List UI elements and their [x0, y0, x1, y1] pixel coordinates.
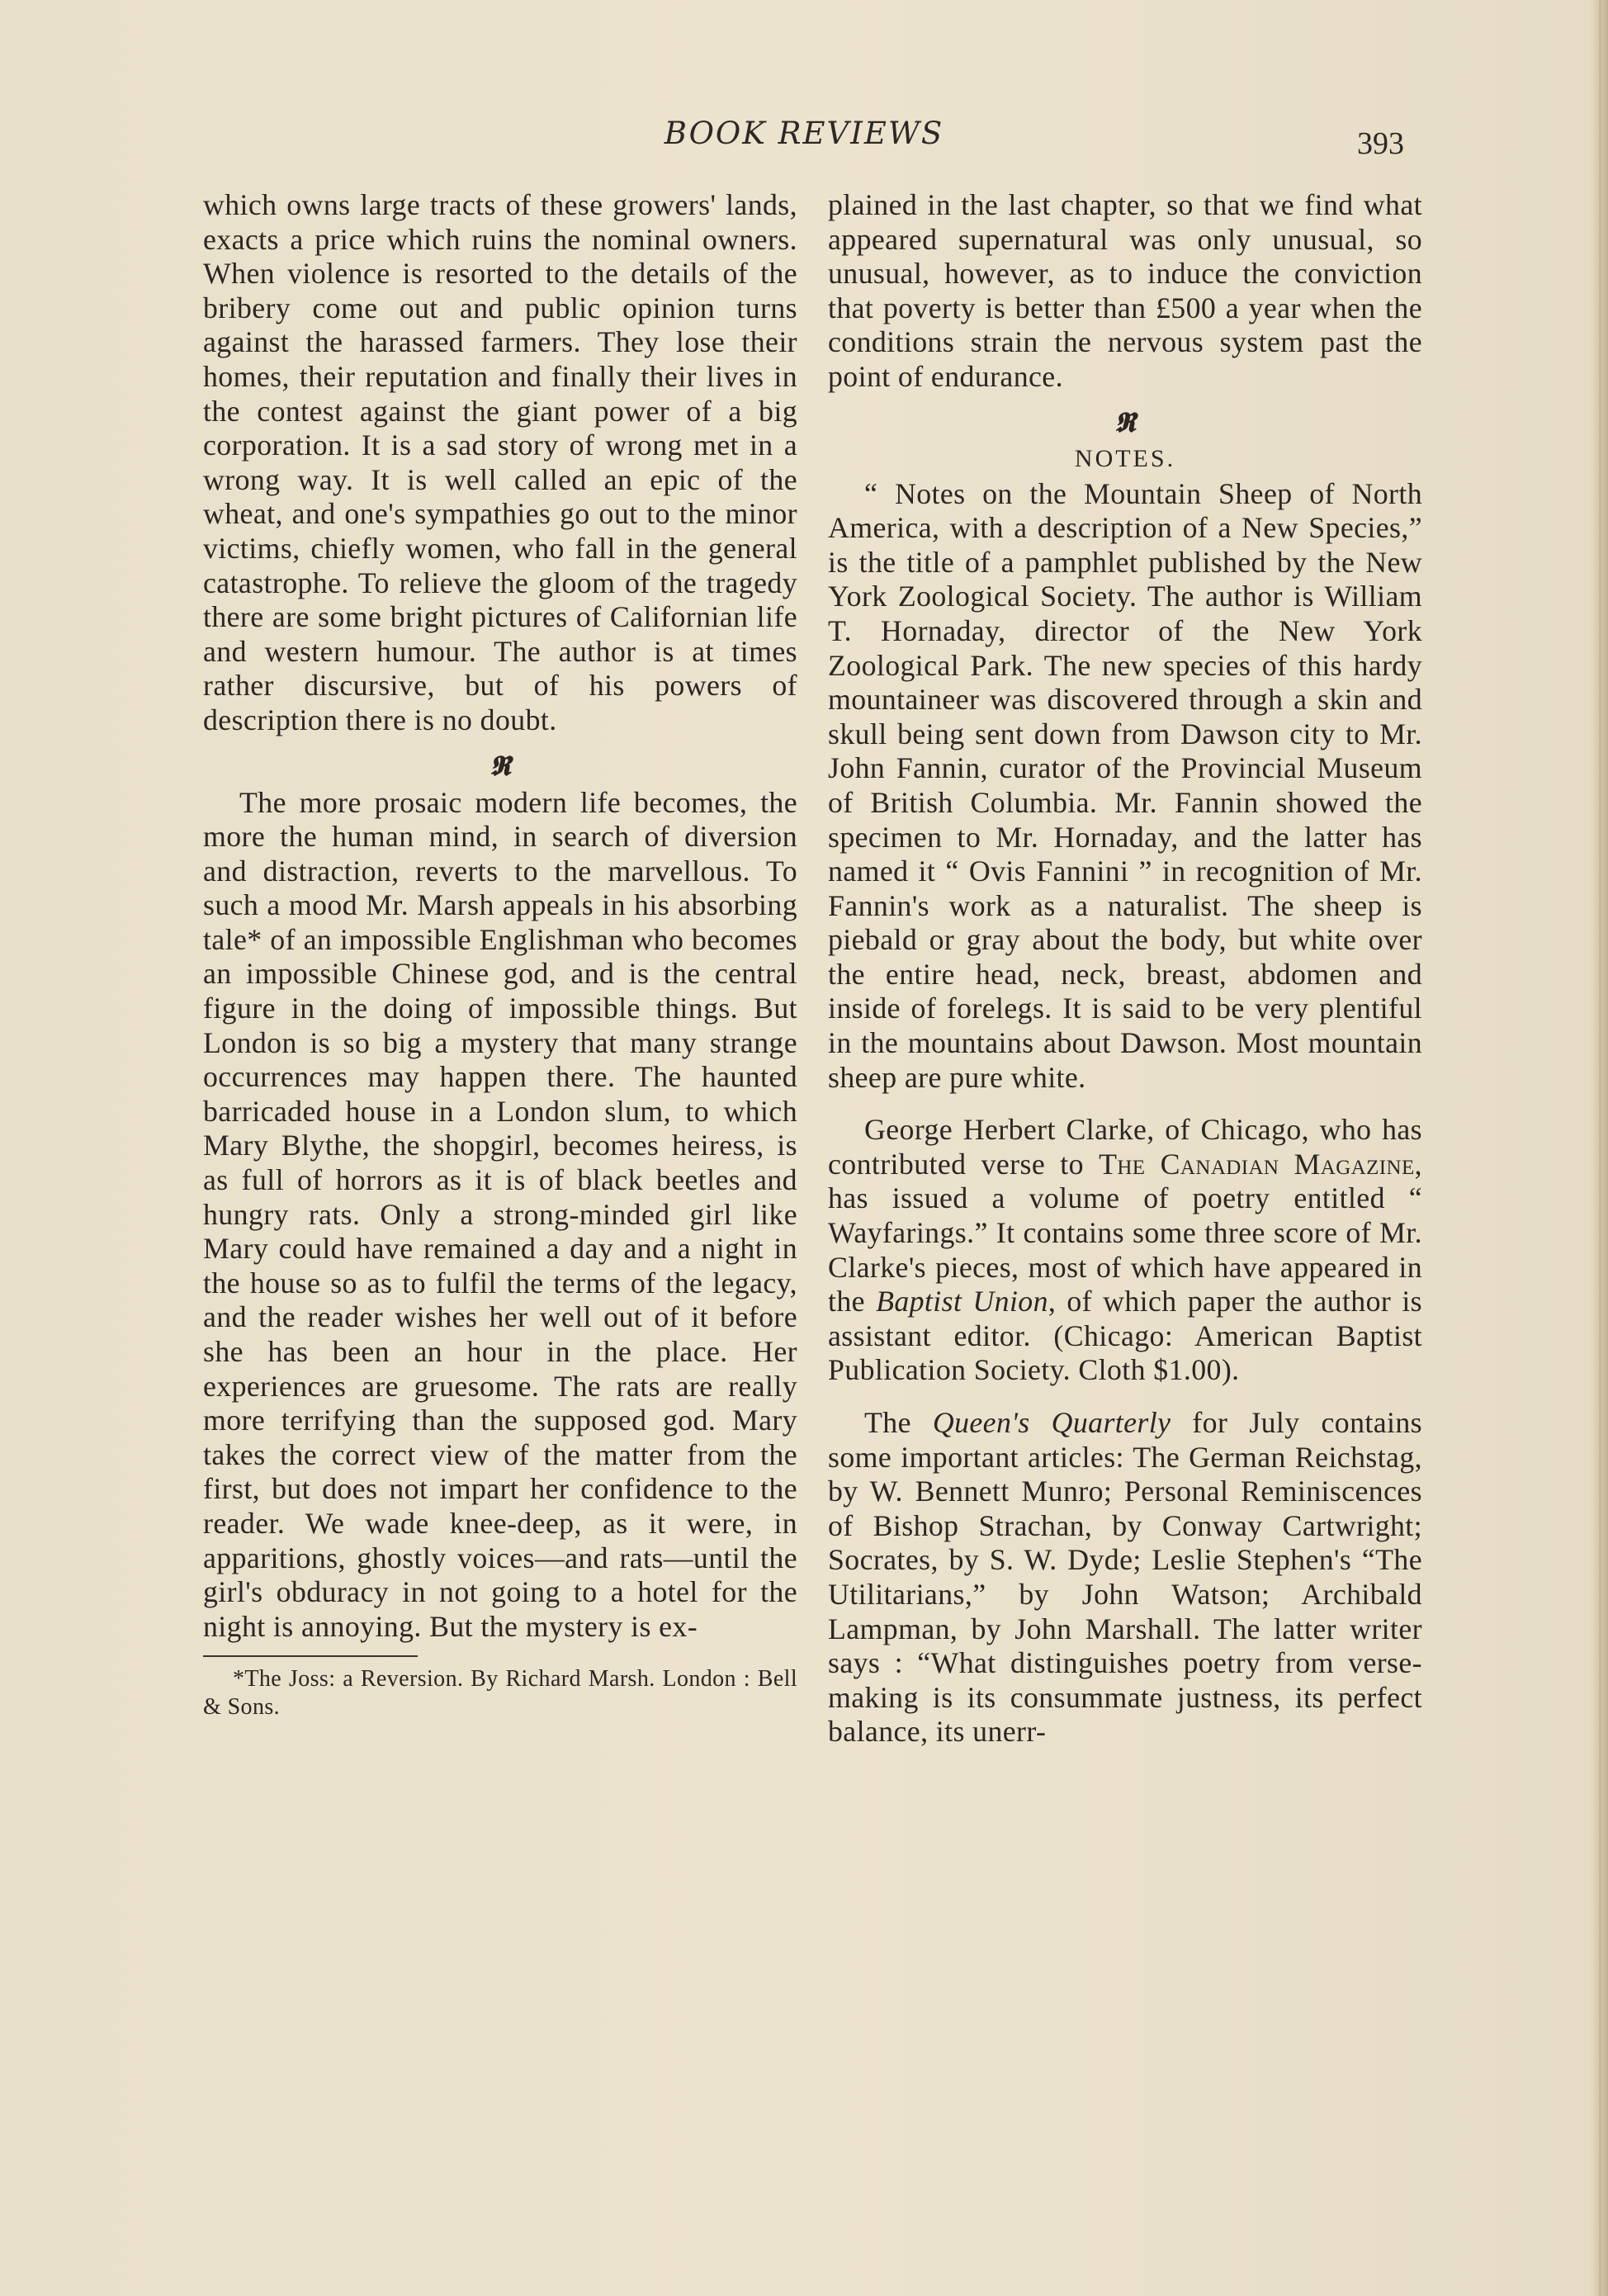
quarterly-text-2: for July contains some important articles: The German Reichstag, by W. Bennett Munro; Personal Reminiscences of Bishop Strachan, by Conway Cartwright; Socrates, by S. W. Dyde; Leslie Stephen's “The Utilitarians,” by John Watson; Archibald Lampman, by John Marshall. The latter writer says : “What distinguishes poetry from verse-making is its consummate justness, its perfect balance, its unerr-: [828, 1406, 1422, 1749]
clarke-text-2: , has issued a volume of poetry entitled “ Wayfarings.” It contains some three score of Mr. Clarke's pieces, most of which have appeared in the: [828, 1147, 1422, 1318]
notes-heading: NOTES.: [1074, 444, 1176, 472]
right-column: [828, 188, 1422, 1749]
running-head: BOOK REVIEWS: [664, 116, 944, 151]
queens-quarterly-title: Queen's Quarterly: [932, 1406, 1171, 1439]
clarke-text-1: George Herbert Clarke, of Chicago, who has contributed verse to: [828, 1113, 1422, 1181]
clarke-text-3: , of which paper the author is assistant editor. (Chicago: American Baptist Publication Society. Cloth $1.00).: [828, 1285, 1422, 1387]
quarterly-text-1: The: [864, 1406, 933, 1439]
right-paragraph-continuation: plained in the last chapter, so that we find what appeared supernatural was only unusual, so unusual, however, as to induce the conviction that poverty is better than £500 a year when the conditions strain the nervous system past the point of endurance.: [828, 188, 1422, 393]
footnote-rule: [203, 1655, 418, 1657]
section-ornament-icon: 𝕽: [1114, 405, 1137, 439]
left-column: [203, 188, 797, 1721]
mountain-sheep-paragraph: “ Notes on the Mountain Sheep of North America, with a description of a New Species,” is the title of a pamphlet published by the New York Zoological Society. The author is William T. Hornaday, director of the New York Zoological Park. The new species of this hardy mountaineer was discovered through a skin and skull being sent down from Dawson city to Mr. John Fannin, curator of the Provincial Museum of British Columbia. Mr. Fannin showed the specimen to Mr. Hornaday, and the latter has named it “ Ovis Fannini ” in recognition of Mr. Fannin's work as a naturalist. The sheep is piebald or gray about the body, but white over the entire head, neck, breast, abdomen and inside of forelegs. It is said to be very plentiful in the mountains about Dawson. Most mountain sheep are pure white.: [828, 476, 1422, 1094]
section-ornament-icon: 𝕽: [489, 749, 512, 783]
footnote: *The Joss: a Reversion. By Richard Marsh. London : Bell & Sons.: [203, 1666, 797, 1721]
queens-quarterly-paragraph: [828, 1406, 1422, 1749]
baptist-union-title: Baptist Union: [876, 1285, 1048, 1318]
left-paragraph-continuation: which owns large tracts of these growers' lands, exacts a price which ruins the nominal owners. When violence is resorted to the details of the bribery come out and public opinion turns against the harassed farmers. They lose their homes, their reputation and finally their lives in the contest against the giant power of a big corporation. It is a sad story of wrong met in a wrong way. It is well called an epic of the wheat, and one's sympathies go out to the minor victims, chiefly women, who fall in the general catastrophe. To relieve the gloom of the tragedy there are some bright pictures of Californian life and western humour. The author is at times rather discursive, but of his powers of description there is no doubt.: [203, 188, 797, 736]
page-edge-line: [1599, 0, 1601, 2296]
marsh-review-paragraph: The more prosaic modern life becomes, the more the human mind, in search of diversion and distraction, reverts to the marvellous. To such a mood Mr. Marsh appeals in his absorbing tale* of an impossible Englishman who becomes an impossible Chinese god, and is the central figure in the doing of impossible things. But London is so big a mystery that many strange occurrences may happen there. The haunted barricaded house in a London slum, to which Mary Blythe, the shopgirl, becomes heiress, is as full of horrors as it is of black beetles and hungry rats. Only a strong-minded girl like Mary could have remained a day and a night in the house so as to fulfil the terms of the legacy, and the reader wishes her well out of it before she has been an hour in the place. Her experiences are gruesome. The rats are really more terrifying than the supposed god. Mary takes the correct view of the matter from the first, but does not impart her confidence to the reader. We wade knee-deep, as it were, in apparitions, ghostly voices—and rats—until the girl's obduracy in not going to a hotel for the night is annoying. But the mystery is ex-: [203, 785, 797, 1643]
clarke-paragraph: [828, 1113, 1422, 1388]
page-number: 393: [1357, 126, 1404, 161]
magazine-title: The Canadian Magazine: [1099, 1147, 1415, 1181]
